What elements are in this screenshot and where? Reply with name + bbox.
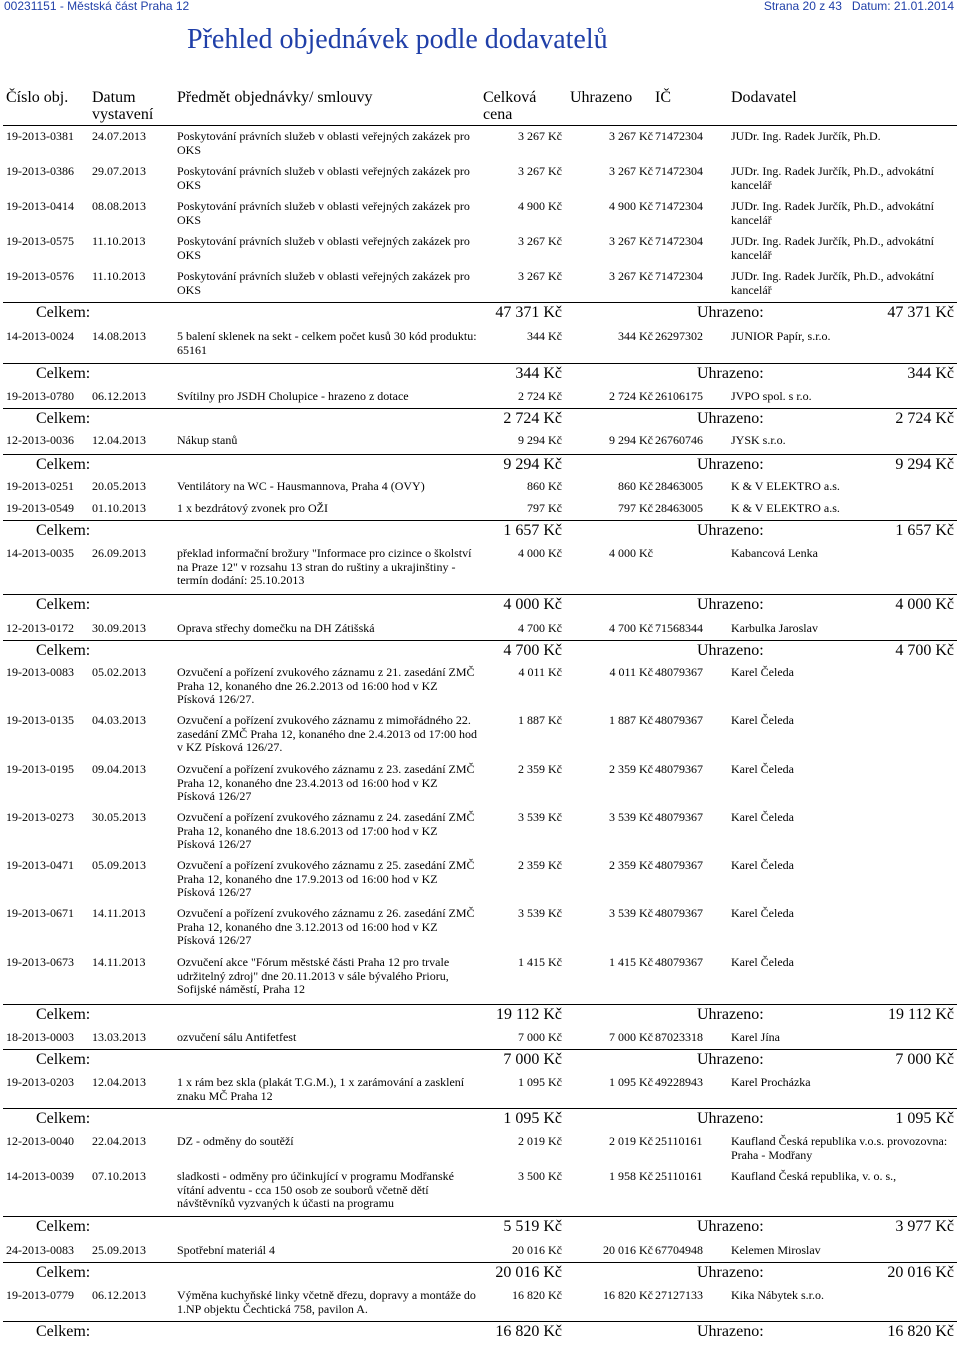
order-number: 19-2013-0386: [6, 164, 74, 178]
order-number: 19-2013-0135: [6, 713, 74, 727]
summary-total: 4 000 Kč: [503, 596, 562, 613]
order-number: 19-2013-0251: [6, 479, 74, 493]
order-paid: 4 900 Kč: [609, 199, 653, 213]
page-number: Strana 20 z 43: [763, 0, 842, 13]
supplier-ico: 25110161: [655, 1169, 703, 1183]
order-subject: 5 balení sklenek na sekt - celkem počet kusů 30 kód produktu: 65161: [177, 329, 477, 357]
group-rule: [3, 520, 957, 521]
order-total: 344 Kč: [527, 329, 562, 343]
group-rule: [3, 1108, 957, 1109]
supplier-name: Karel Čeleda: [731, 713, 794, 727]
summary-label: Celkem:: [36, 410, 91, 427]
order-number: 19-2013-0414: [6, 199, 74, 213]
group-rule: [3, 1216, 957, 1217]
summary-total: 1 095 Kč: [503, 1110, 562, 1127]
supplier-ico: 28463005: [655, 501, 703, 515]
summary-paid: 4 000 Kč: [895, 596, 954, 613]
summary-paid-label: Uhrazeno:: [697, 456, 764, 473]
order-total: 797 Kč: [527, 501, 562, 515]
summary-paid-label: Uhrazeno:: [697, 365, 764, 382]
summary-total: 344 Kč: [515, 365, 562, 382]
order-subject: Oprava střechy domečku na DH Zátišská: [177, 621, 375, 635]
document-id: 00231151 - Městská část Praha 12: [4, 0, 190, 13]
supplier-ico: 26106175: [655, 389, 703, 403]
order-total: 2 724 Kč: [518, 389, 562, 403]
supplier-name: JUDr. Ing. Radek Jurčík, Ph.D.: [731, 129, 881, 143]
supplier-name: K & V ELEKTRO a.s.: [731, 479, 840, 493]
summary-paid: 20 016 Kč: [887, 1264, 954, 1281]
supplier-ico: 48079367: [655, 906, 703, 920]
col-header-subject: Předmět objednávky/ smlouvy: [177, 89, 373, 106]
supplier-ico: 48079367: [655, 713, 703, 727]
order-paid: 3 267 Kč: [609, 129, 653, 143]
order-paid: 3 267 Kč: [609, 269, 653, 283]
summary-label: Celkem:: [36, 1218, 91, 1235]
summary-paid: 1 657 Kč: [895, 522, 954, 539]
order-subject: Poskytování právních služeb v oblasti veřejných zakázek pro OKS: [177, 199, 470, 227]
supplier-name: JVPO spol. s r.o.: [731, 389, 812, 403]
summary-label: Celkem:: [36, 456, 91, 473]
order-paid: 1 958 Kč: [609, 1169, 653, 1183]
group-rule: [3, 1321, 957, 1322]
order-date: 25.09.2013: [92, 1243, 146, 1257]
supplier-name: Karel Procházka: [731, 1075, 811, 1089]
supplier-name: JUDr. Ing. Radek Jurčík, Ph.D., advokátní kancelář: [731, 269, 934, 297]
order-total: 3 500 Kč: [518, 1169, 562, 1183]
order-total: 2 359 Kč: [518, 762, 562, 776]
order-total: 1 415 Kč: [518, 955, 562, 969]
summary-paid: 19 112 Kč: [887, 1006, 954, 1023]
order-subject: Ozvučení a pořízení zvukového záznamu z mimořádného 22. zasedání ZMČ Praha 12, konaného dne 2.4.2013 od 17:00 hod v KZ Písková 126/27.: [177, 713, 477, 754]
summary-label: Celkem:: [36, 522, 91, 539]
group-rule: [3, 1049, 957, 1050]
supplier-ico: 71472304: [655, 164, 703, 178]
summary-paid: 4 700 Kč: [895, 642, 954, 659]
summary-paid: 1 095 Kč: [895, 1110, 954, 1127]
group-rule: [3, 408, 957, 409]
summary-total: 9 294 Kč: [503, 456, 562, 473]
order-paid: 16 820 Kč: [603, 1288, 653, 1302]
order-paid: 2 359 Kč: [609, 762, 653, 776]
order-number: 19-2013-0671: [6, 906, 74, 920]
group-rule: [3, 640, 957, 641]
supplier-ico: 67704948: [655, 1243, 703, 1257]
order-number: 19-2013-0576: [6, 269, 74, 283]
order-date: 06.12.2013: [92, 1288, 146, 1302]
supplier-ico: 71472304: [655, 234, 703, 248]
summary-paid: 2 724 Kč: [895, 410, 954, 427]
summary-label: Celkem:: [36, 1264, 91, 1281]
col-header-paid: Uhrazeno: [570, 89, 633, 106]
summary-label: Celkem:: [36, 1323, 91, 1340]
order-total: 3 267 Kč: [518, 129, 562, 143]
order-number: 19-2013-0549: [6, 501, 74, 515]
supplier-name: Karel Čeleda: [731, 858, 794, 872]
order-date: 29.07.2013: [92, 164, 146, 178]
supplier-ico: 49228943: [655, 1075, 703, 1089]
order-subject: Poskytování právních služeb v oblasti veřejných zakázek pro OKS: [177, 234, 470, 262]
order-total: 2 019 Kč: [518, 1134, 562, 1148]
order-paid: 3 267 Kč: [609, 164, 653, 178]
order-paid: 1 095 Kč: [609, 1075, 653, 1089]
order-total: 2 359 Kč: [518, 858, 562, 872]
summary-total: 20 016 Kč: [495, 1264, 562, 1281]
summary-paid-label: Uhrazeno:: [697, 1006, 764, 1023]
order-paid: 4 000 Kč: [609, 546, 653, 560]
summary-total: 47 371 Kč: [495, 304, 562, 321]
order-paid: 9 294 Kč: [609, 433, 653, 447]
summary-total: 5 519 Kč: [503, 1218, 562, 1235]
summary-total: 4 700 Kč: [503, 642, 562, 659]
order-number: 12-2013-0172: [6, 621, 74, 635]
order-date: 14.08.2013: [92, 329, 146, 343]
summary-paid-label: Uhrazeno:: [697, 642, 764, 659]
supplier-name: Karel Čeleda: [731, 762, 794, 776]
col-header-supplier: Dodavatel: [731, 89, 797, 106]
order-number: 19-2013-0471: [6, 858, 74, 872]
supplier-name: Karbulka Jaroslav: [731, 621, 818, 635]
order-date: 09.04.2013: [92, 762, 146, 776]
order-subject: Ozvučení a pořízení zvukového záznamu z 23. zasedání ZMČ Praha 12, konaného dne 23.4.2013 od 16:00 hod v KZ Písková 126/27: [177, 762, 475, 803]
supplier-ico: 48079367: [655, 955, 703, 969]
order-total: 3 267 Kč: [518, 164, 562, 178]
summary-paid-label: Uhrazeno:: [697, 1264, 764, 1281]
order-total: 3 267 Kč: [518, 269, 562, 283]
supplier-name: JYSK s.r.o.: [731, 433, 786, 447]
summary-paid: 344 Kč: [907, 365, 954, 382]
summary-paid: 7 000 Kč: [895, 1051, 954, 1068]
order-date: 22.04.2013: [92, 1134, 146, 1148]
order-date: 12.04.2013: [92, 433, 146, 447]
summary-total: 1 657 Kč: [503, 522, 562, 539]
group-rule: [3, 594, 957, 595]
order-date: 06.12.2013: [92, 389, 146, 403]
order-number: 14-2013-0024: [6, 329, 74, 343]
order-subject: 1 x bezdrátový zvonek pro OŽI: [177, 501, 328, 515]
order-subject: Poskytování právních služeb v oblasti veřejných zakázek pro OKS: [177, 269, 470, 297]
supplier-ico: 48079367: [655, 665, 703, 679]
summary-total: 2 724 Kč: [503, 410, 562, 427]
order-subject: Spotřební materiál 4: [177, 1243, 275, 1257]
group-rule: [3, 454, 957, 455]
order-subject: DZ - odměny do soutěží: [177, 1134, 294, 1148]
supplier-name: K & V ELEKTRO a.s.: [731, 501, 840, 515]
order-total: 860 Kč: [527, 479, 562, 493]
order-paid: 860 Kč: [618, 479, 653, 493]
order-date: 04.03.2013: [92, 713, 146, 727]
order-number: 19-2013-0779: [6, 1288, 74, 1302]
group-rule: [3, 1262, 957, 1263]
order-date: 11.10.2013: [92, 234, 146, 248]
supplier-name: JUDr. Ing. Radek Jurčík, Ph.D., advokátní kancelář: [731, 234, 934, 262]
order-date: 05.09.2013: [92, 858, 146, 872]
supplier-ico: 26297302: [655, 329, 703, 343]
summary-paid-label: Uhrazeno:: [697, 1051, 764, 1068]
order-total: 3 539 Kč: [518, 810, 562, 824]
summary-paid-label: Uhrazeno:: [697, 410, 764, 427]
order-subject: překlad informační brožury "Informace pro cizince o školství na Praze 12" v rozsahu 13 stran do ruštiny a ukrajinštiny - termín dodání: 25.10.2013: [177, 546, 472, 587]
summary-label: Celkem:: [36, 642, 91, 659]
supplier-ico: 87023318: [655, 1030, 703, 1044]
order-subject: Výměna kuchyňské linky včetně dřezu, dopravy a montáže do 1.NP objektu Čechtická 758, pavilon A.: [177, 1288, 476, 1316]
supplier-name: Karel Čeleda: [731, 906, 794, 920]
supplier-ico: 71568344: [655, 621, 703, 635]
supplier-ico: 48079367: [655, 810, 703, 824]
summary-label: Celkem:: [36, 596, 91, 613]
order-date: 24.07.2013: [92, 129, 146, 143]
order-total: 4 700 Kč: [518, 621, 562, 635]
supplier-name: Karel Jína: [731, 1030, 780, 1044]
order-total: 4 011 Kč: [518, 665, 562, 679]
supplier-ico: 71472304: [655, 199, 703, 213]
top-bar: [0, 0, 960, 14]
supplier-ico: 27127133: [655, 1288, 703, 1302]
order-paid: 4 011 Kč: [609, 665, 653, 679]
summary-paid-label: Uhrazeno:: [697, 1218, 764, 1235]
order-date: 14.11.2013: [92, 906, 146, 920]
order-subject: Ozvučení a pořízení zvukového záznamu z 21. zasedání ZMČ Praha 12, konaného dne 26.2.2013 od 16:00 hod v KZ Písková 126/27.: [177, 665, 475, 706]
summary-label: Celkem:: [36, 1006, 91, 1023]
page-title: Přehled objednávek podle dodavatelů: [187, 24, 608, 55]
order-subject: Nákup stanů: [177, 433, 238, 447]
order-number: 19-2013-0381: [6, 129, 74, 143]
order-number: 18-2013-0003: [6, 1030, 74, 1044]
order-number: 19-2013-0780: [6, 389, 74, 403]
order-paid: 1 887 Kč: [609, 713, 653, 727]
order-paid: 3 267 Kč: [609, 234, 653, 248]
supplier-name: Kabancová Lenka: [731, 546, 818, 560]
supplier-name: JUNIOR Papír, s.r.o.: [731, 329, 831, 343]
supplier-ico: 48079367: [655, 762, 703, 776]
order-total: 7 000 Kč: [518, 1030, 562, 1044]
order-number: 19-2013-0083: [6, 665, 74, 679]
supplier-ico: 48079367: [655, 858, 703, 872]
summary-paid: 47 371 Kč: [887, 304, 954, 321]
group-rule: [3, 363, 957, 364]
supplier-name: Karel Čeleda: [731, 955, 794, 969]
order-number: 19-2013-0575: [6, 234, 74, 248]
header-rule: [3, 125, 957, 126]
order-paid: 3 539 Kč: [609, 810, 653, 824]
supplier-name: Kelemen Miroslav: [731, 1243, 821, 1257]
group-rule: [3, 302, 957, 303]
col-header-date: Datum vystavení: [92, 89, 154, 123]
order-total: 16 820 Kč: [512, 1288, 562, 1302]
supplier-name: JUDr. Ing. Radek Jurčík, Ph.D., advokátní kancelář: [731, 164, 934, 192]
order-paid: 1 415 Kč: [609, 955, 653, 969]
supplier-name: Karel Čeleda: [731, 665, 794, 679]
order-subject: sladkosti - odměny pro účinkující v programu Modřanské vítání adventu - cca 150 osob ze souborů včetně dětí návštěvníků vyzvaných k účasti na programu: [177, 1169, 454, 1210]
order-number: 14-2013-0035: [6, 546, 74, 560]
order-date: 12.04.2013: [92, 1075, 146, 1089]
supplier-ico: 26760746: [655, 433, 703, 447]
order-paid: 2 359 Kč: [609, 858, 653, 872]
order-subject: Svítilny pro JSDH Cholupice - hrazeno z dotace: [177, 389, 409, 403]
summary-total: 7 000 Kč: [503, 1051, 562, 1068]
supplier-name: Kaufland Česká republika, v. o. s.,: [731, 1169, 897, 1183]
summary-paid-label: Uhrazeno:: [697, 522, 764, 539]
order-total: 1 095 Kč: [518, 1075, 562, 1089]
summary-paid-label: Uhrazeno:: [697, 1323, 764, 1340]
order-date: 07.10.2013: [92, 1169, 146, 1183]
order-paid: 2 724 Kč: [609, 389, 653, 403]
summary-label: Celkem:: [36, 1110, 91, 1127]
order-total: 3 267 Kč: [518, 234, 562, 248]
supplier-ico: 28463005: [655, 479, 703, 493]
summary-label: Celkem:: [36, 304, 91, 321]
order-paid: 3 539 Kč: [609, 906, 653, 920]
summary-label: Celkem:: [36, 1051, 91, 1068]
col-header-total: Celková cena: [483, 89, 537, 123]
order-date: 13.03.2013: [92, 1030, 146, 1044]
order-date: 30.09.2013: [92, 621, 146, 635]
order-date: 30.05.2013: [92, 810, 146, 824]
order-date: 05.02.2013: [92, 665, 146, 679]
page-and-date: [764, 0, 954, 13]
order-subject: Poskytování právních služeb v oblasti veřejných zakázek pro OKS: [177, 129, 470, 157]
order-number: 19-2013-0203: [6, 1075, 74, 1089]
order-total: 3 539 Kč: [518, 906, 562, 920]
col-header-ico: IČ: [655, 89, 671, 106]
summary-paid-label: Uhrazeno:: [697, 304, 764, 321]
order-subject: Ozvučení a pořízení zvukového záznamu z 24. zasedání ZMČ Praha 12, konaného dne 18.6.2013 od 17:00 hod v KZ Písková 126/27: [177, 810, 475, 851]
order-number: 14-2013-0039: [6, 1169, 74, 1183]
order-date: 11.10.2013: [92, 269, 146, 283]
print-date: Datum: 21.01.2014: [851, 0, 954, 13]
order-total: 20 016 Kč: [512, 1243, 562, 1257]
order-total: 4 900 Kč: [518, 199, 562, 213]
group-rule: [3, 1004, 957, 1005]
order-total: 1 887 Kč: [518, 713, 562, 727]
order-paid: 797 Kč: [618, 501, 653, 515]
supplier-name: Kika Nábytek s.r.o.: [731, 1288, 824, 1302]
order-number: 12-2013-0036: [6, 433, 74, 447]
order-subject: Ventilátory na WC - Hausmannova, Praha 4 (OVY): [177, 479, 425, 493]
summary-paid: 16 820 Kč: [887, 1323, 954, 1340]
order-subject: Ozvučení akce "Fórum městské části Praha 12 pro trvale udržitelný zdroj" dne 20.11.2013 v sále bývalého Prioru, Sofijské náměstí, Praha 12: [177, 955, 450, 996]
order-date: 08.08.2013: [92, 199, 146, 213]
order-date: 26.09.2013: [92, 546, 146, 560]
order-number: 24-2013-0083: [6, 1243, 74, 1257]
summary-paid-label: Uhrazeno:: [697, 1110, 764, 1127]
summary-total: 16 820 Kč: [495, 1323, 562, 1340]
order-paid: 7 000 Kč: [609, 1030, 653, 1044]
order-subject: ozvučení sálu Antifetfest: [177, 1030, 297, 1044]
order-date: 01.10.2013: [92, 501, 146, 515]
order-subject: 1 x rám bez skla (plakát T.G.M.), 1 x zarámování a zasklení znaku MČ Praha 12: [177, 1075, 465, 1103]
order-paid: 4 700 Kč: [609, 621, 653, 635]
col-header-no: Číslo obj.: [6, 89, 69, 106]
summary-paid-label: Uhrazeno:: [697, 596, 764, 613]
supplier-ico: 25110161: [655, 1134, 703, 1148]
order-number: 19-2013-0673: [6, 955, 74, 969]
summary-total: 19 112 Kč: [495, 1006, 562, 1023]
order-subject: Ozvučení a pořízení zvukového záznamu z 26. zasedání ZMČ Praha 12, konaného dne 3.12.2013 od 16:00 hod v KZ Písková 126/27: [177, 906, 475, 947]
supplier-name: JUDr. Ing. Radek Jurčík, Ph.D., advokátní kancelář: [731, 199, 934, 227]
supplier-ico: 71472304: [655, 129, 703, 143]
order-paid: 2 019 Kč: [609, 1134, 653, 1148]
order-number: 19-2013-0273: [6, 810, 74, 824]
order-paid: 20 016 Kč: [603, 1243, 653, 1257]
order-total: 4 000 Kč: [518, 546, 562, 560]
order-subject: Poskytování právních služeb v oblasti veřejných zakázek pro OKS: [177, 164, 470, 192]
order-number: 19-2013-0195: [6, 762, 74, 776]
supplier-name: Karel Čeleda: [731, 810, 794, 824]
summary-label: Celkem:: [36, 365, 91, 382]
order-paid: 344 Kč: [618, 329, 653, 343]
supplier-name: Kaufland Česká republika v.o.s. provozovna: Praha - Modřany: [731, 1134, 948, 1162]
summary-paid: 9 294 Kč: [895, 456, 954, 473]
order-date: 20.05.2013: [92, 479, 146, 493]
order-total: 9 294 Kč: [518, 433, 562, 447]
order-date: 14.11.2013: [92, 955, 146, 969]
supplier-ico: 71472304: [655, 269, 703, 283]
order-subject: Ozvučení a pořízení zvukového záznamu z 25. zasedání ZMČ Praha 12, konaného dne 17.9.2013 od 16:00 hod v KZ Písková 126/27: [177, 858, 475, 899]
summary-paid: 3 977 Kč: [895, 1218, 954, 1235]
order-number: 12-2013-0040: [6, 1134, 74, 1148]
